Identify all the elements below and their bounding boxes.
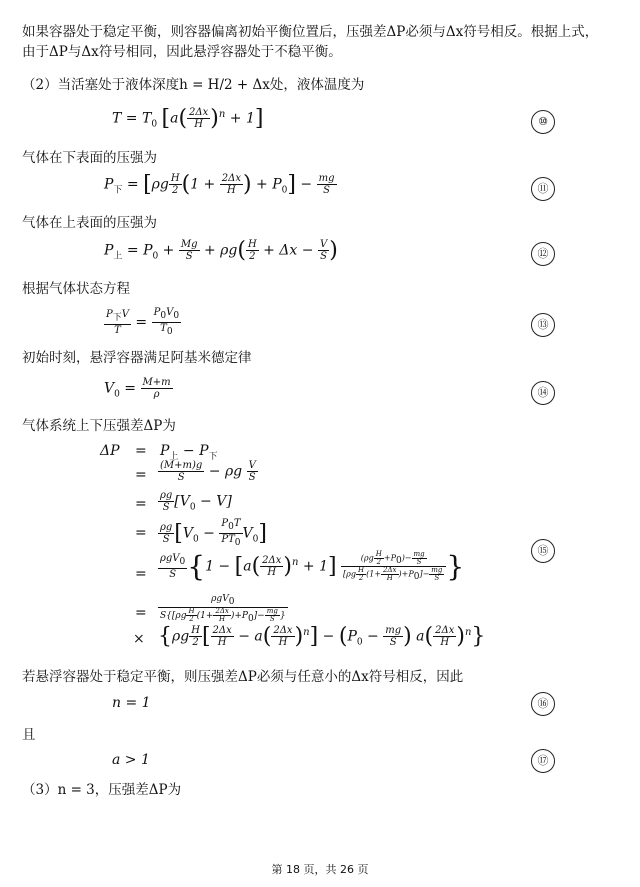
equation-13: P下V T = $\frac{P0V0}{T0}$	[106, 307, 180, 337]
equation-15-rhs-1: $P_上 - P_下$	[160, 443, 218, 462]
equation-number-17: ⑰	[531, 749, 555, 773]
text-below-pressure: 气体在下表面的压强为	[22, 150, 157, 166]
part2-lead: （2）当活塞处于液体深度h = H/2 + Δx处，液体温度为	[22, 77, 365, 93]
equation-14: $V_0$ = $\frac{M+m}{\rho}$	[104, 377, 171, 400]
equation-15-eq-6: =	[135, 605, 147, 621]
equation-10: $T = T_0$ [a( $\frac{2\Delta x}{H}$ )$^n$ + 1]	[112, 106, 264, 131]
equation-number-14: ⑭	[531, 381, 555, 405]
equation-15-rhs-3: $\frac{\rho g}{S}$ $[V_0 - V]$	[160, 490, 232, 513]
equation-12: $P_上 = P_0$ + $\frac{Mg}{S}$ + ρg( $\frac{H}{2}$ + Δx − $\frac{V}{S}$ )	[104, 238, 338, 263]
intro-line-1: 如果容器处于稳定平衡，则容器偏离初始平衡位置后，压强差ΔP必须与Δx符号相反。根据上式，	[22, 24, 599, 40]
text-and: 且	[22, 727, 36, 743]
part3-lead: （3）n = 3，压强差ΔP为	[22, 782, 182, 798]
equation-15-rhs-5: ρgV0 S {1 − [a( $\frac{2\Delta x}{H}$ )$^n$ + 1] (ρg $\frac{H}{2}$ +P0)− $\frac{mg}{S}$ [ρg $\frac{H}{2}$ (1+ $\frac{2\Delta x}{H}$ )+P0]− $\frac{mg}{S}$ }	[160, 549, 465, 583]
text-delta-p: 气体系统上下压强差ΔP为	[22, 418, 176, 434]
text-archimedes: 初始时刻，悬浮容器满足阿基米德定律	[22, 350, 252, 366]
page-footer: 第 18 页，共 26 页	[271, 863, 369, 876]
text-stable-condition: 若悬浮容器处于稳定平衡，则压强差ΔP必须与任意小的Δx符号相反，因此	[22, 669, 464, 685]
equation-number-16: ⑯	[531, 692, 555, 716]
equation-15-rhs-7: {ρg $\frac{H}{2}$ [ $\frac{2\Delta x}{H}$ − a( $\frac{2\Delta x}{H}$ )$^n] - (P_0$ − $\frac{mg}{S}$ ) a( $\frac{2\Delta x}{H}$ )$^n$}	[158, 624, 486, 649]
equation-15-eq-4: =	[135, 525, 147, 541]
equation-15-rhs-2: $\frac{(M+m)g}{S}$ − ρg $\frac{V}{S}$	[160, 460, 256, 483]
equation-number-11: ⑪	[531, 177, 555, 201]
equation-15-eq-5: =	[135, 566, 147, 582]
equation-15-rhs-6: ρgV0 S{[ρg $\frac{H}{2}$ (1+ $\frac{2\Delta x}{H}$ )+P0]− $\frac{mg}{S}$ }	[160, 594, 286, 624]
intro-line-2: 由于ΔP与Δx符号相同，因此悬浮容器处于不稳平衡。	[22, 44, 342, 60]
equation-15-line-1: ΔP	[100, 443, 120, 459]
equation-15-eq-1: =	[135, 443, 147, 459]
equation-number-15: ⑮	[531, 539, 555, 563]
equation-number-10: ⑩	[531, 110, 555, 134]
equation-11: $P_下 = [\rho g$ $\frac{H}{2}$ (1 + $\frac{2\Delta x}{H}$ ) + $P_0$] − $\frac{mg}{S}$	[104, 172, 335, 197]
equation-15-rhs-4: $\frac{\rho g}{S}$ [$V_0$ − $\frac{P0T}{PT0}$ $V_0$]	[160, 518, 267, 548]
text-gas-law: 根据气体状态方程	[22, 281, 130, 297]
equation-number-12: ⑫	[531, 242, 555, 266]
equation-17: a > 1	[112, 752, 150, 768]
equation-15-times: ×	[133, 631, 145, 647]
text-above-pressure: 气体在上表面的压强为	[22, 215, 157, 231]
equation-15-eq-2: =	[135, 467, 147, 483]
equation-15-eq-3: =	[135, 496, 147, 512]
equation-number-13: ⑬	[531, 313, 555, 337]
equation-16: n = 1	[112, 695, 151, 711]
